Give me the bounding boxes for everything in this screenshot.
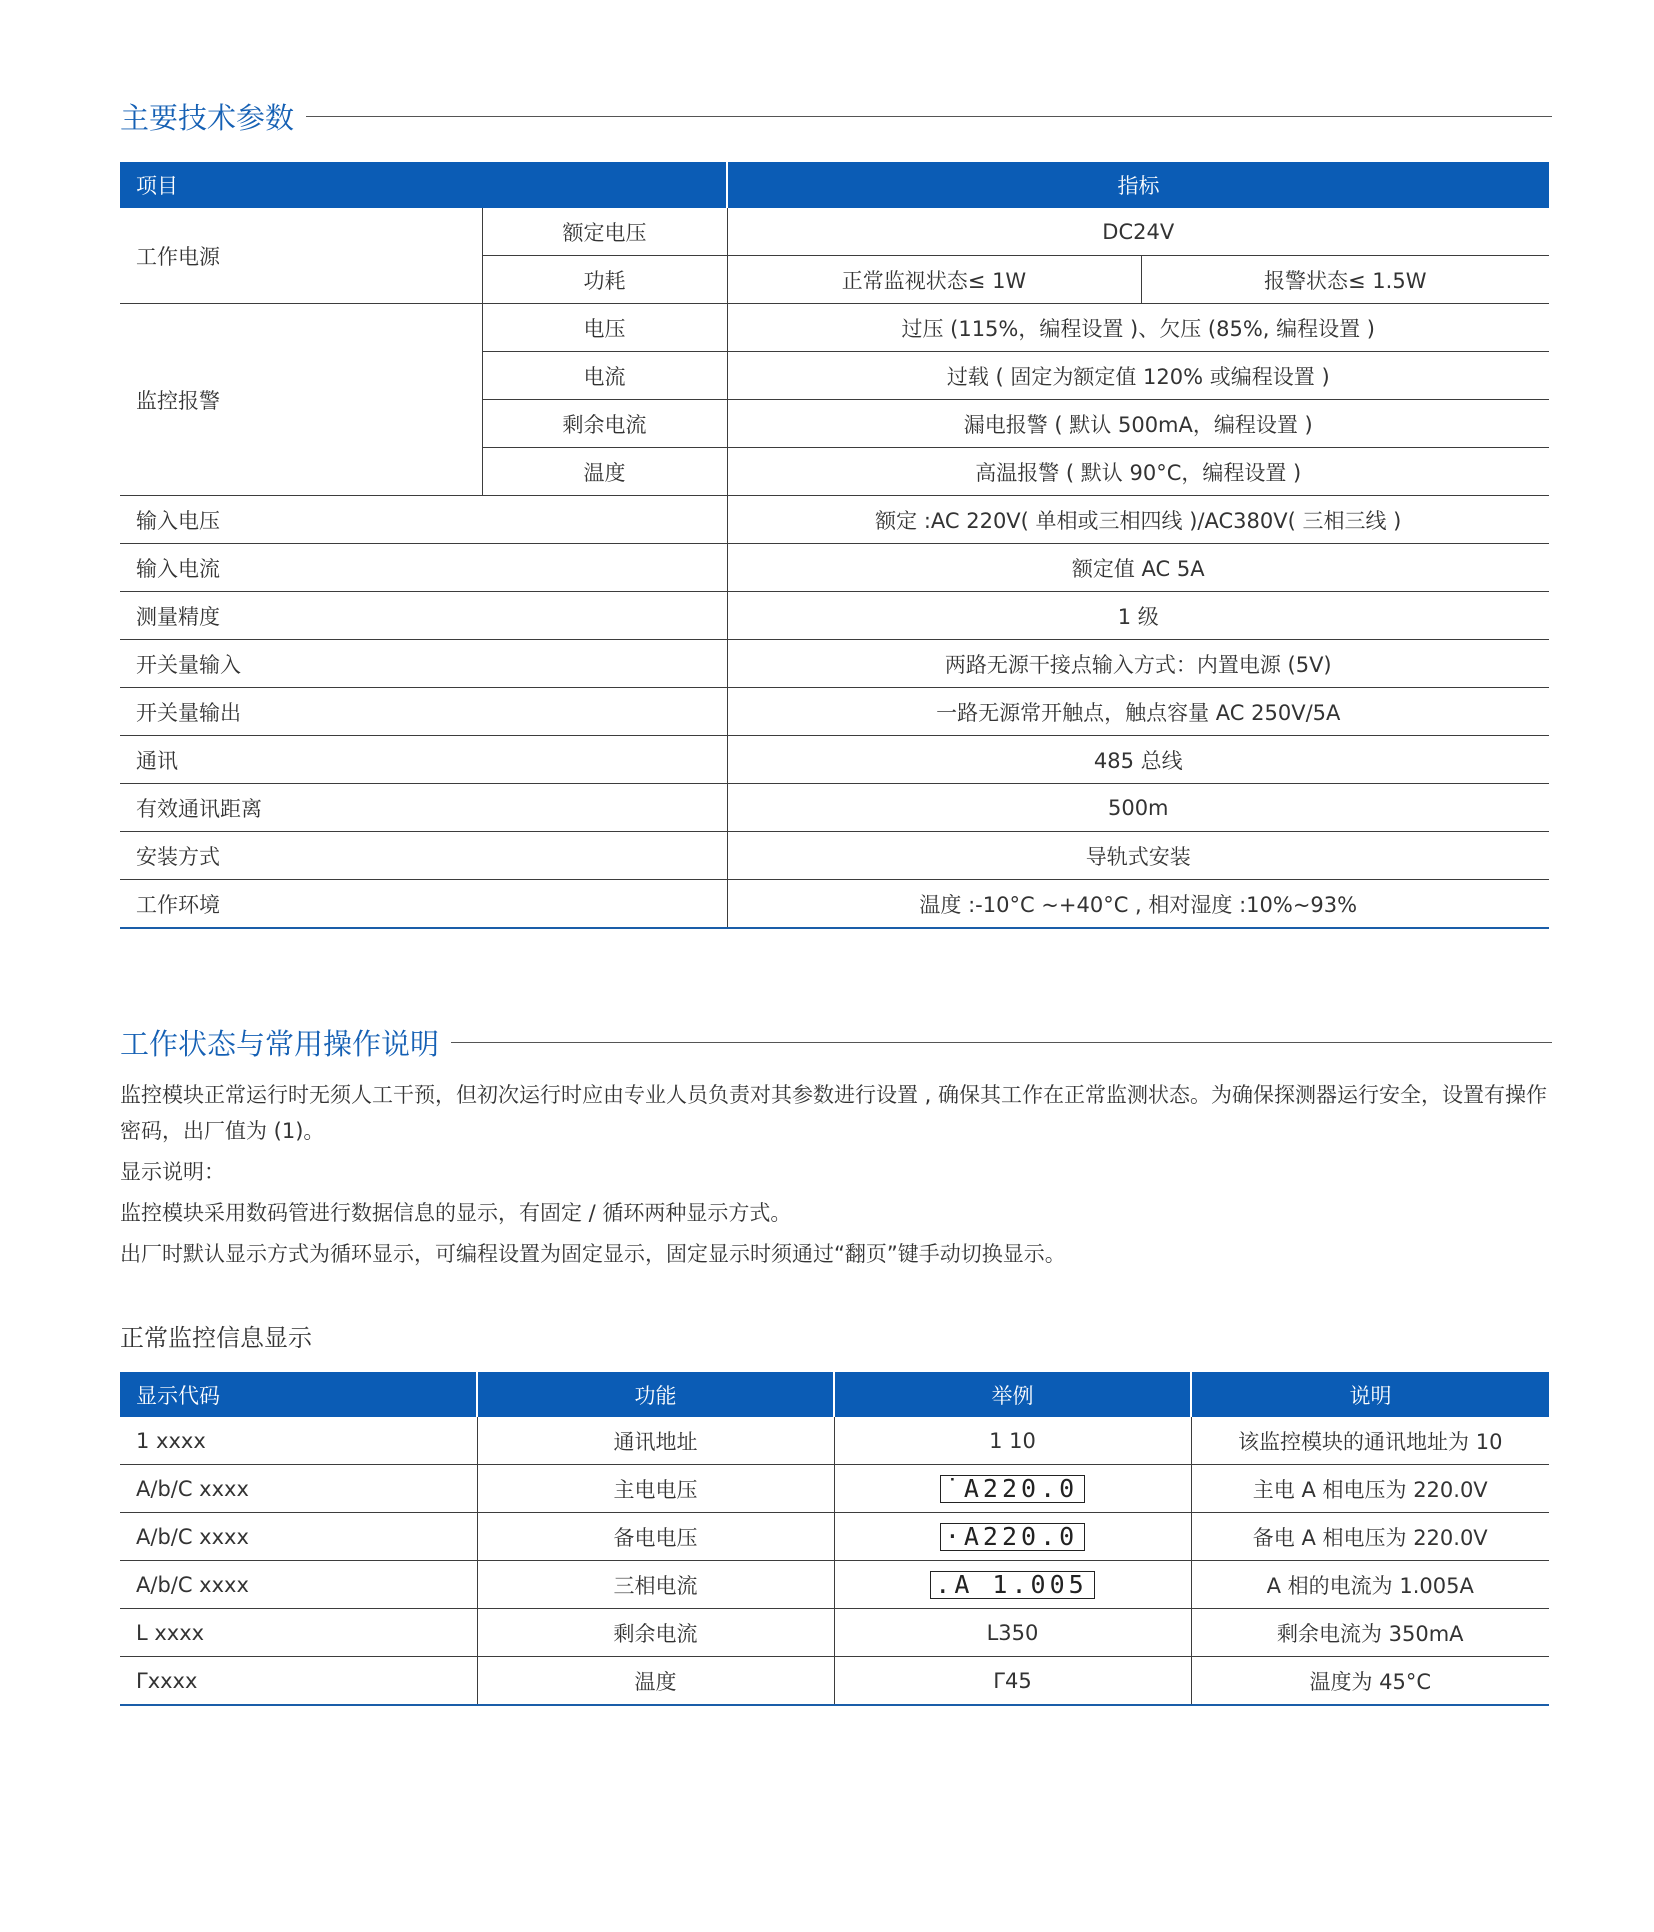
row-value: 过压 (115%，编程设置 )、欠压 (85%, 编程设置 ) [727,304,1549,352]
table-row [120,880,1549,929]
operation-description [120,1077,1552,1277]
display-description: 主电 A 相电压为 220.0V [1191,1465,1549,1513]
section-title-specs [120,96,1552,137]
section-title-text: 主要技术参数 [120,101,295,135]
header-code: 显示代码 [120,1372,477,1417]
row-value: 500m [727,784,1549,832]
table-row [120,1609,1549,1657]
row-label: 安装方式 [120,832,727,880]
row-label: 电压 [482,304,727,352]
row-value: 485 总线 [727,736,1549,784]
section-title-rule [451,1042,1552,1043]
display-code-table [120,1372,1549,1706]
display-function: 温度 [477,1657,834,1706]
row-label: 剩余电流 [482,400,727,448]
table-row [120,592,1549,640]
row-value: 1 级 [727,592,1549,640]
row-value: 过载 ( 固定为额定值 120% 或编程设置 ) [727,352,1549,400]
paragraph: 监控模块正常运行时无须人工干预，但初次运行时应由专业人员负责对其参数进行设置 , 确保其工作在正常监测状态。为确保探测器运行安全，设置有操作密码，出厂值为 (1)。 [120,1083,1548,1143]
display-description: 剩余电流为 350mA [1191,1609,1549,1657]
table-row [120,1657,1549,1706]
row-label: 工作环境 [120,880,727,929]
row-label: 有效通讯距离 [120,784,727,832]
row-label: 开关量输出 [120,688,727,736]
table-row [120,784,1549,832]
paragraph: 显示说明： [120,1160,225,1184]
row-value: 两路无源干接点输入方式：内置电源 (5V) [727,640,1549,688]
display-description: A 相的电流为 1.005A [1191,1561,1549,1609]
row-value: 温度 :-10°C ~+40°C , 相对湿度 :10%~93% [727,880,1549,929]
row-label: 电流 [482,352,727,400]
table-row [120,832,1549,880]
display-section-title: 正常监控信息显示 [120,1324,312,1352]
display-code: A/b/C xxxx [120,1513,477,1561]
seven-segment-display: ˙A220.0 [940,1475,1085,1503]
display-header-row [120,1372,1549,1417]
table-row [120,1465,1549,1513]
display-description: 备电 A 相电压为 220.0V [1191,1513,1549,1561]
paragraph: 出厂时默认显示方式为循环显示，可编程设置为固定显示，固定显示时须通过“翻页”键手动切换显示。 [120,1242,1066,1266]
table-row [120,208,1549,256]
seven-segment-display: .A 1.005 [930,1571,1094,1599]
group-monitor: 监控报警 [120,304,482,496]
display-description: 该监控模块的通讯地址为 10 [1191,1417,1549,1465]
row-value: 漏电报警 ( 默认 500mA，编程设置 ) [727,400,1549,448]
display-example: L350 [834,1609,1191,1657]
display-code: Γxxxx [120,1657,477,1706]
header-spec: 指标 [727,162,1549,208]
row-value: 额定 :AC 220V( 单相或三相四线 )/AC380V( 三相三线 ) [727,496,1549,544]
row-label: 温度 [482,448,727,496]
display-function: 三相电流 [477,1561,834,1609]
display-example-cell [834,1561,1191,1609]
section-title-text: 工作状态与常用操作说明 [120,1027,440,1061]
display-function: 剩余电流 [477,1609,834,1657]
row-label: 功耗 [482,256,727,304]
table-row [120,1513,1549,1561]
row-label: 开关量输入 [120,640,727,688]
display-function: 备电电压 [477,1513,834,1561]
row-value: 额定值 AC 5A [727,544,1549,592]
display-function: 通讯地址 [477,1417,834,1465]
row-label: 输入电压 [120,496,727,544]
seven-segment-display: ·A220.0 [940,1523,1085,1551]
table-row [120,1417,1549,1465]
row-value-alarm: 报警状态≤ 1.5W [1141,256,1549,304]
table-row [120,1561,1549,1609]
row-label: 通讯 [120,736,727,784]
row-value: 一路无源常开触点，触点容量 AC 250V/5A [727,688,1549,736]
display-example: 1 10 [834,1417,1191,1465]
display-code: 1 xxxx [120,1417,477,1465]
paragraph: 监控模块采用数码管进行数据信息的显示，有固定 / 循环两种显示方式。 [120,1201,792,1225]
spec-table [120,162,1549,929]
row-value: DC24V [727,208,1549,256]
header-item: 项目 [120,162,727,208]
display-example: Γ45 [834,1657,1191,1706]
display-example-cell [834,1465,1191,1513]
table-row [120,640,1549,688]
row-value: 导轨式安装 [727,832,1549,880]
display-example-cell [834,1513,1191,1561]
row-label: 额定电压 [482,208,727,256]
row-value: 高温报警 ( 默认 90°C，编程设置 ) [727,448,1549,496]
group-power: 工作电源 [120,208,482,304]
section-title-operation [120,1022,1552,1063]
row-label: 输入电流 [120,544,727,592]
table-row [120,688,1549,736]
header-function: 功能 [477,1372,834,1417]
table-row [120,736,1549,784]
header-example: 举例 [834,1372,1191,1417]
header-description: 说明 [1191,1372,1549,1417]
table-row [120,304,1549,352]
spec-header-row [120,162,1549,208]
display-code: L xxxx [120,1609,477,1657]
display-function: 主电电压 [477,1465,834,1513]
table-row [120,496,1549,544]
display-code: A/b/C xxxx [120,1465,477,1513]
section-title-rule [306,116,1552,117]
display-description: 温度为 45°C [1191,1657,1549,1706]
display-code: A/b/C xxxx [120,1561,477,1609]
row-value-normal: 正常监视状态≤ 1W [727,256,1141,304]
table-row [120,544,1549,592]
row-label: 测量精度 [120,592,727,640]
